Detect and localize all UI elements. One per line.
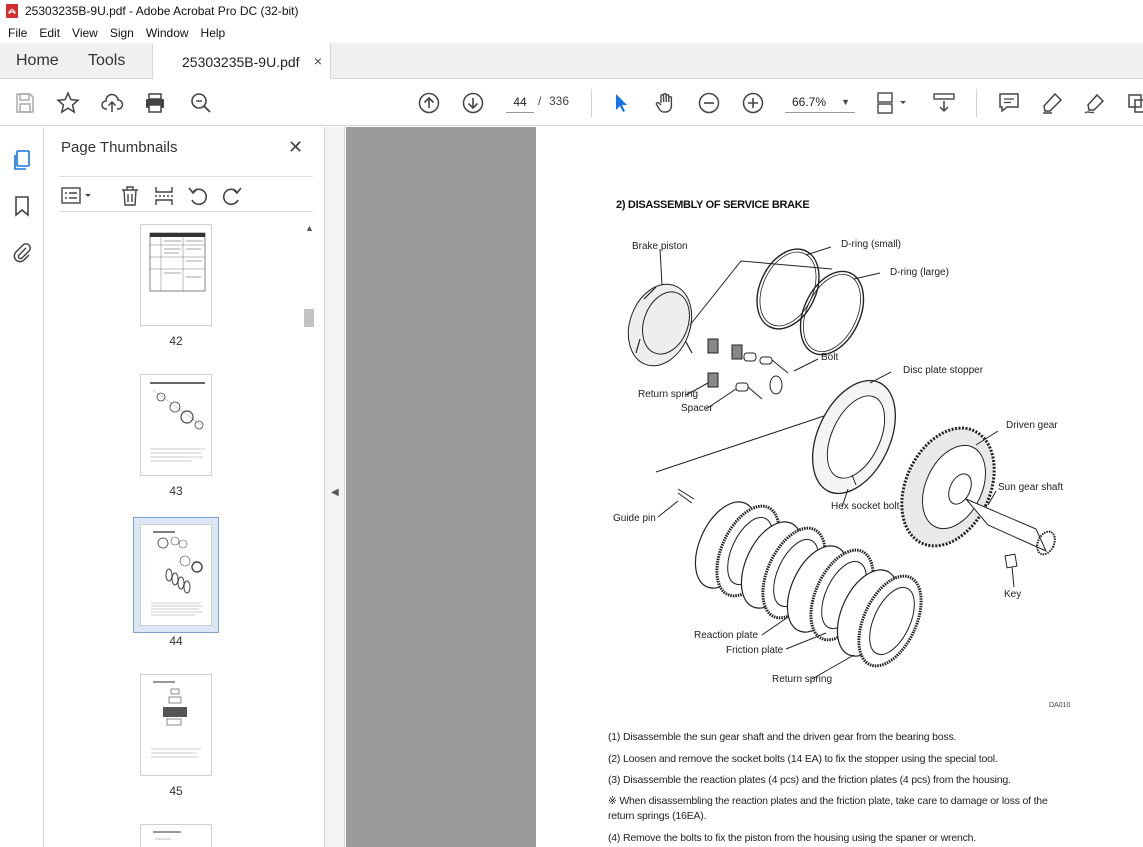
total-pages: 336 (549, 94, 570, 108)
delete-page-icon[interactable] (119, 185, 141, 207)
figure-code: DA010 (1049, 702, 1071, 709)
tab-document[interactable] (152, 43, 331, 80)
scroll-mode-icon[interactable] (932, 91, 956, 115)
thumbnail-scrollbar[interactable] (302, 219, 316, 847)
step-note: ※ When disassembling the reaction plates and the friction plate, take care to damage or loss of the return springs (16EA). (608, 795, 1048, 822)
zoom-in-icon[interactable] (741, 91, 765, 115)
section-heading: 2) DISASSEMBLY OF SERVICE BRAKE (616, 199, 810, 211)
hand-tool-icon[interactable] (653, 91, 677, 115)
thumbnail-label-44: 44 (169, 634, 183, 648)
label-return-spring-top: Return spring (638, 389, 699, 400)
tab-bar (0, 43, 1143, 79)
select-cursor-icon[interactable] (609, 91, 633, 115)
step-4: (4) Remove the bolts to fix the piston from the housing using the spaner or wrench. (608, 832, 977, 844)
label-hex-socket-bolt: Hex socket bolt (831, 501, 900, 512)
close-tab-icon[interactable]: × (313, 53, 322, 69)
previous-page-icon[interactable] (417, 91, 441, 115)
menu-view[interactable]: View (72, 25, 98, 40)
page-thumbnail-45[interactable] (140, 674, 212, 776)
label-driven-gear: Driven gear (1006, 420, 1058, 431)
print-icon[interactable] (143, 91, 167, 115)
tab-tools[interactable]: Tools (88, 52, 126, 69)
search-zoom-icon[interactable] (189, 91, 213, 115)
thumbnail-label-42: 42 (169, 334, 183, 348)
draw-pen-icon[interactable] (1083, 91, 1107, 115)
page-thumbnail-42[interactable] (140, 224, 212, 326)
page-thumbnail-43[interactable] (140, 374, 212, 476)
thumbnail-label-45: 45 (169, 784, 183, 798)
scrollbar-thumb[interactable] (304, 309, 314, 327)
tab-home[interactable]: Home (16, 52, 59, 69)
page-thumbnails-icon[interactable] (11, 149, 33, 171)
window-title: 25303235B-9U.pdf - Adobe Acrobat Pro DC (32-bit) (25, 4, 299, 18)
label-friction-plate: Friction plate (726, 645, 784, 656)
collapse-panel-icon[interactable]: ◀ (331, 487, 339, 498)
page-thumbnail-44[interactable] (140, 524, 212, 626)
page-separator: / (538, 94, 542, 108)
comment-icon[interactable] (997, 91, 1021, 115)
bookmark-icon[interactable] (11, 195, 33, 217)
thumbnail-table-preview-icon (141, 225, 211, 325)
label-return-spring-bottom: Return spring (772, 674, 833, 685)
step-1: (1) Disassemble the sun gear shaft and the driven gear from the bearing boss. (608, 731, 957, 743)
step-2: (2) Loosen and remove the socket bolts (14 EA) to fix the stopper using the special tool. (608, 753, 998, 765)
thumbnail-label-43: 43 (169, 484, 183, 498)
label-bolt: Bolt (821, 352, 839, 363)
main-toolbar (0, 79, 1143, 126)
close-panel-icon[interactable]: ✕ (288, 137, 304, 157)
bookmark-star-icon[interactable] (56, 91, 80, 115)
upload-cloud-icon[interactable] (100, 91, 124, 115)
menu-window[interactable]: Window (145, 25, 189, 40)
thumbnail-partial-preview-icon (141, 825, 211, 847)
panel-splitter[interactable] (325, 127, 345, 847)
label-spacer: Spacer (681, 403, 713, 414)
zoom-level-value: 66.7% (792, 95, 827, 109)
thumbnail-brake-diagram-preview-icon (141, 525, 211, 625)
step-3: (3) Disassemble the reaction plates (4 pcs) and the friction plates (4 pcs) from the housing. (608, 774, 1011, 786)
menu-bar (0, 22, 1143, 43)
navigation-rail (0, 127, 44, 847)
extract-page-icon[interactable] (153, 185, 175, 207)
zoom-out-icon[interactable] (697, 91, 721, 115)
rotate-counterclockwise-icon[interactable] (187, 185, 209, 207)
highlight-pen-icon[interactable] (1040, 91, 1064, 115)
label-brake-piston: Brake piston (632, 241, 688, 252)
toolbar-divider (976, 89, 977, 117)
menu-help[interactable]: Help (200, 25, 226, 40)
label-reaction-plate: Reaction plate (694, 630, 758, 641)
chevron-down-icon: ▼ (841, 97, 850, 107)
document-viewer[interactable] (346, 127, 1143, 847)
document-tab-label: 25303235B-9U.pdf (182, 53, 300, 70)
fit-page-icon[interactable] (876, 91, 912, 115)
label-d-ring-large: D-ring (large) (890, 267, 949, 278)
thumbnail-toolbar (59, 176, 313, 212)
attachment-paperclip-icon[interactable] (11, 241, 33, 263)
next-page-icon[interactable] (461, 91, 485, 115)
more-tools-icon[interactable] (1127, 91, 1143, 115)
page-number-input[interactable]: 44 (506, 91, 534, 113)
title-bar (0, 0, 1143, 22)
label-key: Key (1004, 589, 1022, 600)
save-icon[interactable] (13, 91, 37, 115)
scroll-up-icon[interactable]: ▲ (305, 223, 314, 233)
label-d-ring-small: D-ring (small) (841, 239, 901, 250)
acrobat-app-icon (5, 4, 19, 18)
zoom-level-select[interactable] (785, 91, 855, 113)
menu-file[interactable]: File (8, 25, 28, 40)
panel-title: Page Thumbnails (61, 139, 178, 156)
thumbnail-options-icon[interactable] (61, 185, 95, 207)
label-disc-plate-stopper: Disc plate stopper (903, 365, 984, 376)
page-thumbnail-46-partial[interactable] (140, 824, 212, 847)
menu-edit[interactable]: Edit (39, 25, 61, 40)
thumbnail-parts-preview-icon (141, 675, 211, 775)
toolbar-divider (591, 89, 592, 117)
label-sun-gear-shaft: Sun gear shaft (998, 482, 1064, 493)
menu-sign[interactable]: Sign (109, 25, 134, 40)
thumbnail-diagram-preview-icon (141, 375, 211, 475)
rotate-clockwise-icon[interactable] (221, 185, 243, 207)
pdf-page (536, 127, 1143, 847)
label-guide-pin: Guide pin (613, 513, 656, 524)
page-thumbnails-panel (45, 127, 325, 847)
